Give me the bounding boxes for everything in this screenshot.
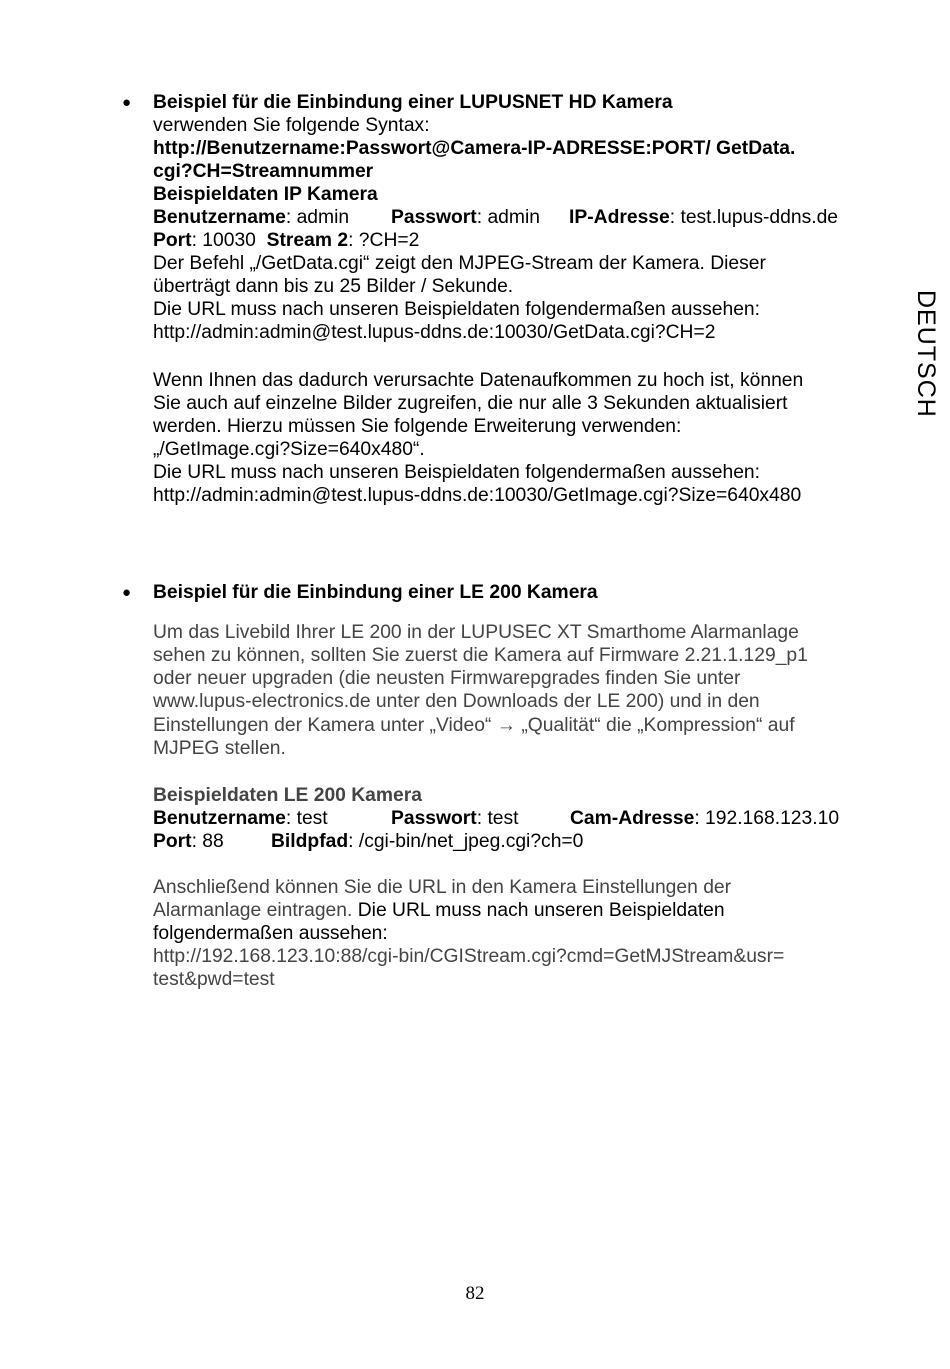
intro-line1: Um das Livebild Ihrer LE 200 in der LUPUSEC XT Smarthome Alarmanlage xyxy=(153,622,799,643)
credentials-row-ip xyxy=(153,206,349,229)
port-label: Port xyxy=(153,230,192,251)
pass-label: Passwort xyxy=(391,808,477,829)
path-value: : /cgi-bin/net_jpeg.cgi?ch=0 xyxy=(348,831,584,852)
arrow-right-icon: → xyxy=(496,715,516,736)
user-label: Benutzername xyxy=(153,808,286,829)
syntax-url-line2: cgi?CH=Streamnummer xyxy=(153,161,374,182)
port-value: : 10030 xyxy=(191,230,256,251)
pass-cell-ip xyxy=(391,206,540,229)
user-value: : admin xyxy=(285,207,350,228)
cam-cell xyxy=(570,807,839,830)
para2-line2: Sie auch auf einzelne Bilder zugreifen, die nur alle 3 Sekunden aktualisiert xyxy=(153,393,788,414)
port-value: : 88 xyxy=(191,831,224,852)
path-cell xyxy=(271,830,583,853)
url-getdata: http://admin:admin@test.lupus-ddns.de:10030/GetData.cgi?CH=2 xyxy=(153,322,716,343)
pass-label: Passwort xyxy=(391,207,477,228)
para2-line4: „/GetImage.cgi?Size=640x480“. xyxy=(153,439,425,460)
para1-line3: Die URL muss nach unseren Beispieldaten folgendermaßen aussehen: xyxy=(153,299,761,320)
intro-line5-part2: „Qualität“ die „Kompression“ auf xyxy=(521,715,795,736)
ip-value: : test.lupus-ddns.de xyxy=(669,207,839,228)
url-cgistream-line2: test&pwd=test xyxy=(153,969,275,990)
page-number: 82 xyxy=(465,1283,485,1304)
bullet-icon: ● xyxy=(122,584,132,601)
credentials-row-le200 xyxy=(153,807,328,830)
ip-label: IP-Adresse xyxy=(569,207,670,228)
para2-line5: Die URL muss nach unseren Beispieldaten folgendermaßen aussehen: xyxy=(153,462,761,483)
pass-value: : admin xyxy=(476,207,540,228)
stream-value: : ?CH=2 xyxy=(348,230,420,251)
outro-line2-part1: Alarmanlage eintragen. xyxy=(153,900,353,921)
user-value: : test xyxy=(285,808,328,829)
outro-line1: Anschließend können Sie die URL in den Kamera Einstellungen der xyxy=(153,877,732,898)
pass-value: : test xyxy=(476,808,519,829)
intro-line5-part1: Einstellungen der Kamera unter „Video“ xyxy=(153,715,492,736)
pass-cell-le200 xyxy=(391,807,519,830)
user-label: Benutzername xyxy=(153,207,286,228)
bullet-icon: ● xyxy=(122,94,132,111)
outro-line2 xyxy=(153,899,725,922)
cam-label: Cam-Adresse xyxy=(570,808,695,829)
ip-cell xyxy=(569,206,838,229)
syntax-intro: verwenden Sie folgende Syntax: xyxy=(153,115,430,136)
section1-heading: Beispiel für die Einbindung einer LUPUSNET HD Kamera xyxy=(153,92,673,113)
url-cgistream-line1: http://192.168.123.10:88/cgi-bin/CGIStream.cgi?cmd=GetMJStream&usr= xyxy=(153,946,785,967)
intro-line6: MJPEG stellen. xyxy=(153,738,286,759)
para1-line2: überträgt dann bis zu 25 Bilder / Sekunde. xyxy=(153,276,514,297)
para1-line1: Der Befehl „/GetData.cgi“ zeigt den MJPEG-Stream der Kamera. Dieser xyxy=(153,253,766,274)
syntax-url-line1: http://Benutzername:Passwort@Camera-IP-ADRESSE:PORT/ GetData. xyxy=(153,138,796,159)
example-title-le200: Beispieldaten LE 200 Kamera xyxy=(153,785,422,806)
section2-heading: Beispiel für die Einbindung einer LE 200 Kamera xyxy=(153,582,598,603)
example-title-ip: Beispieldaten IP Kamera xyxy=(153,184,378,205)
intro-line4: www.lupus-electronics.de unter den Downloads der LE 200) und in den xyxy=(153,691,760,712)
url-getimage: http://admin:admin@test.lupus-ddns.de:10030/GetImage.cgi?Size=640x480 xyxy=(153,485,802,506)
intro-line2: sehen zu können, sollten Sie zuerst die Kamera auf Firmware 2.21.1.129_p1 xyxy=(153,645,808,666)
intro-line3: oder neuer upgraden (die neusten Firmwarepgrades finden Sie unter xyxy=(153,668,741,689)
language-side-tab: DEUTSCH xyxy=(912,290,940,418)
stream-label: Stream 2 xyxy=(266,230,349,251)
port-row-le200 xyxy=(153,830,224,853)
port-label: Port xyxy=(153,831,192,852)
port-stream-row xyxy=(153,229,419,252)
cam-value: : 192.168.123.10 xyxy=(694,808,840,829)
intro-line5 xyxy=(153,714,795,737)
outro-line3: folgendermaßen aussehen: xyxy=(153,923,388,944)
para2-line3: werden. Hierzu müssen Sie folgende Erweiterung verwenden: xyxy=(153,416,682,437)
path-label: Bildpfad xyxy=(271,831,349,852)
outro-line2-part2: Die URL muss nach unseren Beispieldaten xyxy=(352,900,725,921)
para2-line1: Wenn Ihnen das dadurch verursachte Datenaufkommen zu hoch ist, können xyxy=(153,370,804,391)
